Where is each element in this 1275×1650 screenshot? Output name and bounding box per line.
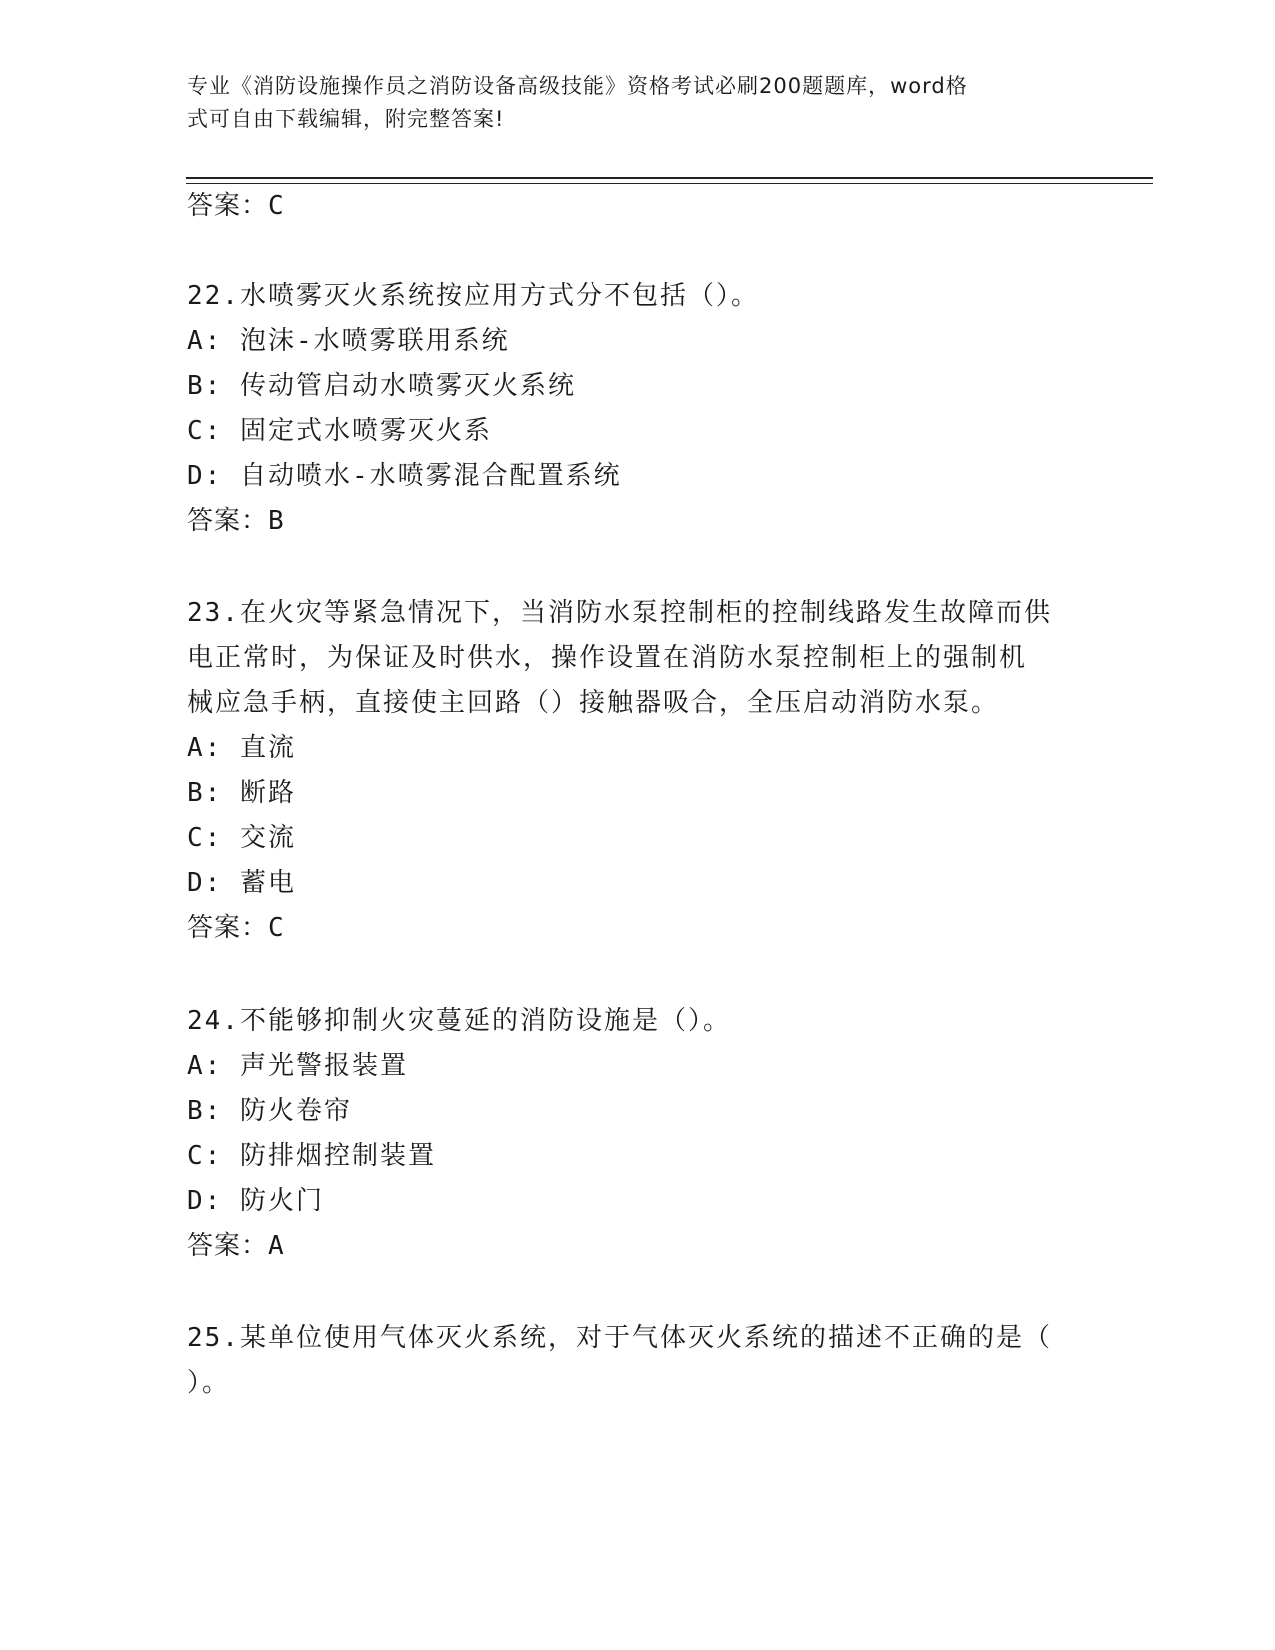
header-text — [187, 70, 1067, 136]
q22-question: 22.水喷雾灭火系统按应用方式分不包括（）。 — [187, 281, 759, 311]
answer-value: C — [268, 913, 285, 943]
q23-option-c: C: 交流 — [187, 823, 296, 853]
q25-question-line2: ）。 — [187, 1368, 231, 1398]
q23-option-d: D: 蓄电 — [187, 868, 296, 898]
header-text-line1: 专业《消防设施操作员之消防设备高级技能》资格考试必刷200题题库，word格 — [187, 74, 968, 98]
q24-question: 24.不能够抑制火灾蔓延的消防设施是（）。 — [187, 1006, 731, 1036]
q22-option-a: A: 泡沫-水喷雾联用系统 — [187, 326, 510, 356]
q23-option-b: B: 断路 — [187, 778, 296, 808]
q23-answer — [187, 907, 285, 944]
q21-answer — [187, 185, 285, 222]
answer-value: C — [268, 191, 285, 221]
header-text-line2: 式可自由下载编辑，附完整答案! — [187, 107, 505, 131]
q24-answer — [187, 1225, 285, 1262]
q23-question-line2: 电正常时，为保证及时供水，操作设置在消防水泵控制柜上的强制机 — [187, 643, 1028, 673]
header-divider-thick — [186, 177, 1153, 179]
answer-value: A — [268, 1231, 285, 1261]
answer-label: 答案： — [187, 506, 269, 536]
header-divider-thin — [186, 183, 1153, 184]
answer-value: B — [268, 506, 285, 536]
q24-option-c: C: 防排烟控制装置 — [187, 1141, 436, 1171]
q23-question-line3: 械应急手柄，直接使主回路（）接触器吸合，全压启动消防水泵。 — [187, 688, 1000, 718]
q24-option-b: B: 防火卷帘 — [187, 1096, 352, 1126]
answer-label: 答案： — [187, 191, 269, 221]
q22-option-c: C: 固定式水喷雾灭火系 — [187, 416, 492, 446]
answer-label: 答案： — [187, 1231, 269, 1261]
q23-option-a: A: 直流 — [187, 733, 296, 763]
q24-option-a: A: 声光警报装置 — [187, 1051, 408, 1081]
q22-option-d: D: 自动喷水-水喷雾混合配置系统 — [187, 461, 622, 491]
q24-option-d: D: 防火门 — [187, 1186, 324, 1216]
answer-label: 答案： — [187, 913, 269, 943]
q22-answer — [187, 500, 285, 537]
q23-question-line1: 23.在火灾等紧急情况下，当消防水泵控制柜的控制线路发生故障而供 — [187, 598, 1052, 628]
q25-question-line1: 25.某单位使用气体灭火系统，对于气体灭火系统的描述不正确的是（ — [187, 1323, 1052, 1353]
q22-option-b: B: 传动管启动水喷雾灭火系统 — [187, 371, 576, 401]
